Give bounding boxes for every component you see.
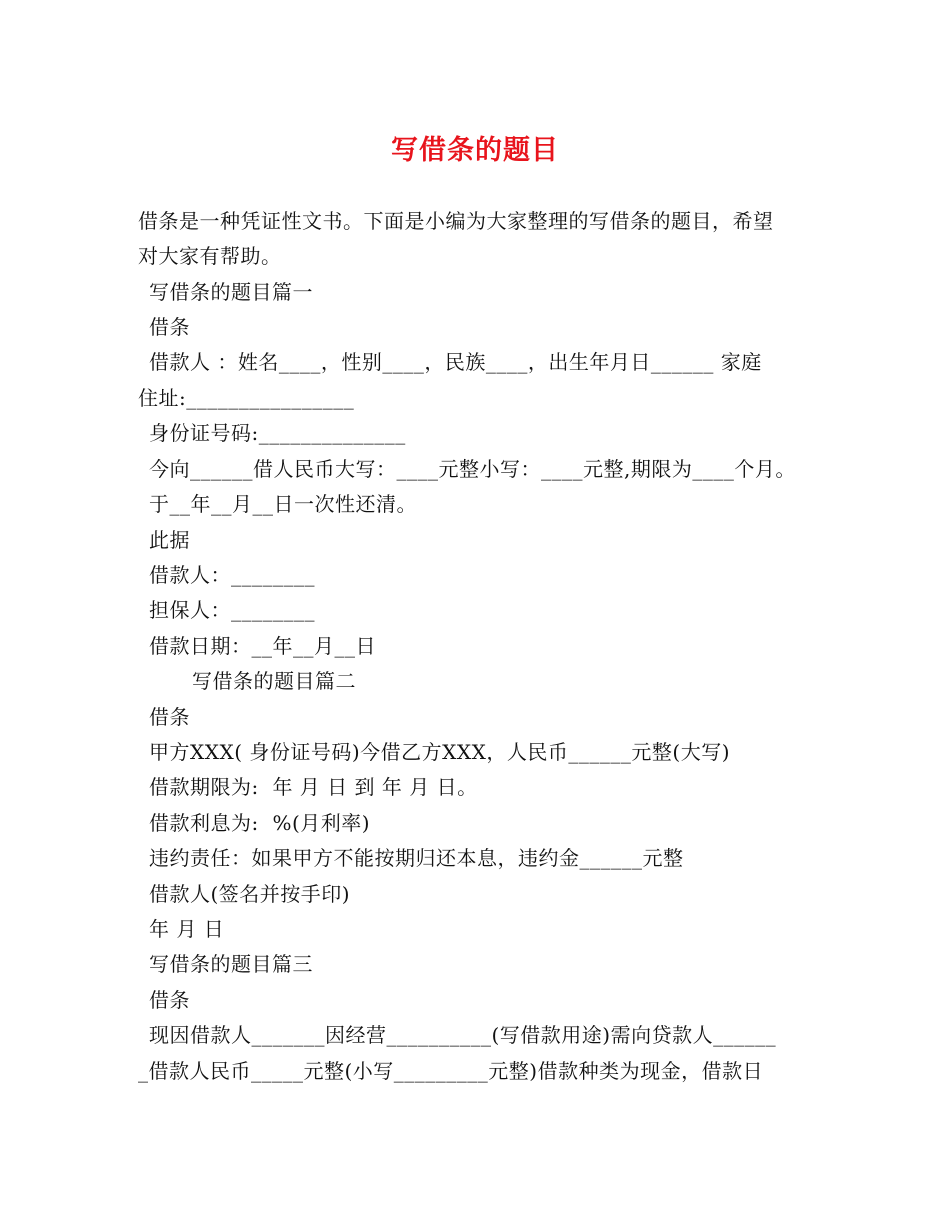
body-line: 借条 (149, 705, 190, 729)
body-line: 身份证号码:______________ (149, 421, 406, 445)
body-line: 担保人：________ (149, 598, 315, 622)
body-line: 借款利息为: %(月利率) (149, 811, 371, 835)
body-line: 借款日期：__年__月__日 (149, 634, 376, 658)
document-title: 写借条的题目 (391, 135, 559, 166)
body-line: 借条 (149, 988, 190, 1012)
body-line: 年 月 日 (149, 917, 225, 941)
section-heading: 写借条的题目篇二 (192, 669, 356, 693)
body-line: 对大家有帮助。 (138, 244, 282, 268)
body-line: 借款期限为: 年 月 日 到 年 月 日。 (149, 775, 478, 799)
body-line: 今向______借人民币大写：____元整小写：____元整,期限为____个月。 (149, 457, 796, 481)
body-line: 借条 (149, 315, 190, 339)
body-line: 住址:________________ (138, 386, 355, 410)
body-line: 现因借款人_______因经营__________(写借款用途)需向贷款人______ (149, 1023, 777, 1047)
body-line: 借条是一种凭证性文书。下面是小编为大家整理的写借条的题目，希望 (138, 209, 774, 233)
body-line: 借款人(签名并按手印) (149, 882, 351, 906)
body-line: _借款人民币_____元整(小写_________元整)借款种类为现金，借款日 (138, 1059, 764, 1083)
body-line: 违约责任：如果甲方不能按期归还本息，违约金______元整 (149, 846, 684, 870)
section-heading: 写借条的题目篇一 (149, 280, 313, 304)
body-line: 此据 (149, 528, 190, 552)
body-line: 于__年__月__日一次性还清。 (149, 492, 417, 516)
body-line: 借款人 ：姓名____，性别____，民族____，出生年月日______ 家庭 (149, 350, 762, 374)
body-line: 甲方XXX( 身份证号码)今借乙方XXX，人民币______元整(大写) (149, 740, 730, 764)
section-heading: 写借条的题目篇三 (149, 952, 313, 976)
body-line: 借款人：________ (149, 563, 315, 587)
